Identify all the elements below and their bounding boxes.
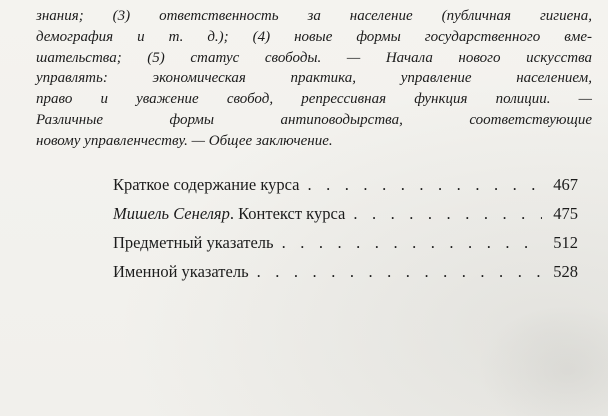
toc-entry-subject-index	[113, 233, 578, 262]
toc-entry-author: Мишель Сенеляр	[113, 204, 230, 223]
summary-line: шательства; (5) статус свободы. — Начала нового искусства	[36, 49, 592, 66]
toc-leader-dots	[257, 262, 542, 282]
summary-line: демография и т. д.); (4) новые формы государственного вме-	[36, 28, 592, 45]
summary-line: Различные формы антиповодырства, соответствующие	[36, 111, 592, 128]
toc-entry-title: Предметный указатель	[113, 233, 274, 252]
toc-entry-title: Именной указатель	[113, 262, 249, 281]
toc-entry-title	[113, 204, 345, 224]
toc-leader-dots	[353, 204, 542, 224]
summary-line: право и уважение свобод, репрессивная функция полиции. —	[36, 91, 592, 108]
toc-page-number: 512	[553, 233, 578, 252]
paper-shadow	[470, 300, 608, 416]
summary-line: управлять: экономическая практика, управление населением,	[36, 70, 592, 87]
toc-entry-course-summary	[113, 175, 578, 204]
lecture-summary	[36, 6, 592, 152]
toc-entry-name-index	[113, 262, 578, 291]
toc-leader-dots	[282, 233, 542, 253]
toc-page-number: 475	[553, 204, 578, 223]
toc-page-number: 528	[553, 262, 578, 281]
table-of-contents	[113, 175, 578, 291]
toc-page-number: 467	[553, 175, 578, 194]
summary-line: новому управленчеству. — Общее заключение.	[36, 132, 333, 149]
toc-entry-title: Краткое содержание курса	[113, 175, 300, 194]
toc-entry-course-context	[113, 204, 578, 233]
summary-line: знания; (3) ответственность за население (публичная гигиена,	[36, 8, 592, 24]
toc-entry-title-text: . Контекст курса	[229, 204, 346, 223]
toc-leader-dots	[307, 175, 542, 195]
